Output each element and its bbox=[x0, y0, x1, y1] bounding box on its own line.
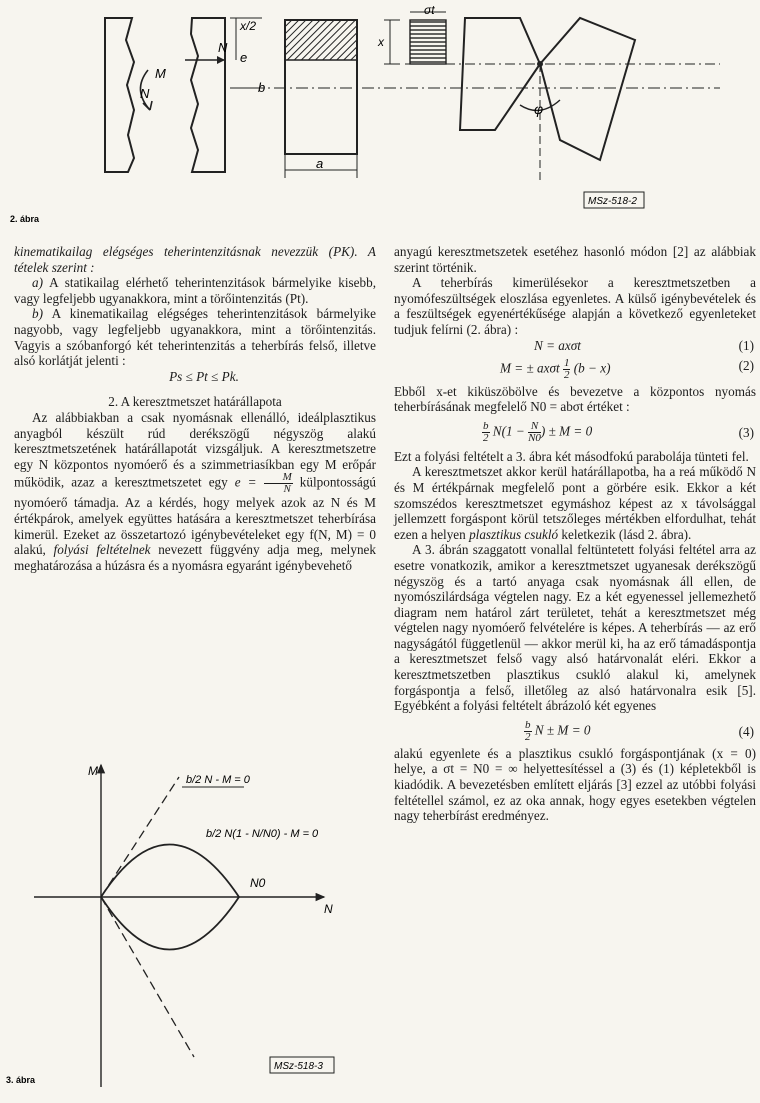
fig3-label-N: N bbox=[324, 902, 333, 916]
figure-2-drawing bbox=[0, 0, 760, 240]
fig2-label-M: M bbox=[155, 66, 166, 81]
figure-3 bbox=[6, 757, 376, 1097]
fig2-label-a: a bbox=[316, 156, 324, 171]
fig3-line-label: b/2 N - M = 0 bbox=[186, 774, 250, 786]
equation-2: M = ± axσt $\frac{1}{2}$ (b − x) (2) bbox=[500, 356, 754, 381]
equation-1: N = axσt (1) bbox=[534, 337, 754, 353]
fig2-caption: 2. ábra bbox=[10, 214, 40, 224]
right-p6: A 3. ábrán szaggatott vonallal feltüntetett folyási feltétel arra az esetre vonatkozik, amikor a keresztmetszet ugyanesak derékszögű négyszög és a tartó anyaga csak nyomásnak áll ellen, de nyomószilárdsága végtelen nagy. Ez a két egyenessel jellemezhető diagram nem határol zárt területet, tehát a keresztmetszet még végtelen nagy nyomóerő felvételére is képes. A teherbírás — az erő nagyságától függetlenül — akkor merül ki, ha az erő támadáspontja a keresztmetszet felső vagy alsó határvonalát eléri. Ekkor a keresztmetszetben plasztikus csukló alakul ki, amelynek forgáspontja a felső, illetőleg az alsó határvonalra esik [5]. Egyébként a folyási feltételt ábrázoló két egyenes bbox=[394, 542, 756, 714]
right-p5: A keresztmetszet akkor kerül határállapotba, ha a reá működő N és M értékpárnak megfelelő pont a görbére esik. Ekkor a két szomszédos keresztmetszet egymáshoz képest az x távolsággal jellemzett forgáspont körül tetszőleges mértékben elfordulhat, tehát ezen a helyen plasztikus csukló keletkezik (lásd 2. ábra). bbox=[394, 464, 756, 542]
figure-3-drawing bbox=[6, 757, 376, 1097]
fig2-label-N-arc: N bbox=[140, 86, 150, 101]
left-a: a) A statikailag elérhető teherintenzitások bármelyike kisebb, vagy legfeljebb ugyanakkora, mint a törőintenzitás (Pt). bbox=[14, 275, 376, 306]
fig2-label-e: e bbox=[240, 50, 248, 65]
right-column bbox=[394, 244, 756, 824]
fig3-label-M: M bbox=[88, 764, 98, 778]
right-p4: Ezt a folyási feltételt a 3. ábra két másodfokú parabolája tünteti fel. bbox=[394, 448, 749, 464]
left-p1: kinematikailag elégséges teherintenzitásnak nevezzük (PK). A tételek szerint : bbox=[14, 244, 376, 275]
equation-4: $\frac{b}{2}$ N ± M = 0 (4) bbox=[525, 718, 754, 743]
equation-3: $\frac{b}{2}$ N(1 − $\frac{N}{N0}$ ) ± M = 0 (3) bbox=[483, 419, 754, 444]
left-inequality: Ps ≤ Pt ≤ Pk. bbox=[169, 368, 239, 384]
fig3-caption: 3. ábra bbox=[6, 1075, 36, 1085]
figure-2 bbox=[0, 0, 760, 240]
fig2-label-phi: φ bbox=[534, 101, 544, 117]
right-p7: alakú egyenlete és a plasztikus csukló forgáspontjának (x = 0) helye, a σt = N0 = ∞ helyettesítéssel a (3) és (1) képletekből is kiadódik. A bevezetésben említett eljárás [3] ezzel az utóbbi folyási feltétellel számol, ez az oka annak, hogy egyes esetekben végtelen nagy teherbírást eredményez. bbox=[394, 745, 756, 824]
section-title: 2. A keresztmetszet határállapota bbox=[108, 394, 282, 410]
left-b: b) A kinematikailag elégséges teherintenzitások bármelyike nagyobb, vagy legfeljebb ugyanakkora, mint a törőintenzitás. Vagyis a szóbanforgó két teherintenzitás a teherbírás felső, illetve alsó korlátját jelenti : bbox=[14, 306, 376, 369]
right-p2: A teherbírás kimerülésekor a keresztmetszetben a nyomófeszültségek eloszlása egyenletes. A külső igénybevételek és a feszültségek egyenértékűsége alapján a következő egyenleteket tudjuk felírni (2. ábra) : bbox=[394, 275, 756, 337]
left-p2: Az alábbiakban a csak nyomásnak ellenálló, ideálplasztikus anyagból készült rúd derékszögű négyszög alakú keresztmetszetének határállapotát vizsgáljuk. A keresztmetszetre egy N központos nyomóerő és a szimmetriasíkban egy M erőpár működik, azaz a keresztmetszetet egy e = $\frac{M}{N}$ külpontosságú nyomóerő támadja. Az a kérdés, hogy melyek azok az N és M értékpárok, amelyek együttes hatására a keresztmetszet teherbírása kimerül. Ezeket az összetartozó igénybevételeket egy f(N, M) = 0 alakú, folyási feltételnek nevezett függvény adja meg, melynek meghatározása a húzásra és a nyomásra egyaránt igénybevehető bbox=[14, 409, 376, 573]
fig2-tag: MSz-518-2 bbox=[588, 196, 637, 207]
left-column bbox=[14, 244, 376, 573]
right-p3: Ebből x-et kiküszöbölve és bevezetve a központos nyomás teherbírásának megfelelő N0 = abσt értéket : bbox=[394, 383, 756, 415]
fig2-label-N: N bbox=[218, 40, 228, 55]
fig2-label-x: x bbox=[378, 35, 384, 49]
fig2-label-b: b bbox=[258, 80, 266, 95]
right-p1: anyagú keresztmetszetek esetéhez hasonló módon [2] az alábbiak szerint történik. bbox=[394, 244, 756, 275]
fig3-curve-label: b/2 N(1 - N/N0) - M = 0 bbox=[206, 828, 319, 840]
fig3-tag: MSz-518-3 bbox=[274, 1061, 323, 1072]
fig2-label-sigma: σt bbox=[424, 3, 435, 17]
fig2-label-x-half: x/2 bbox=[240, 19, 257, 33]
fig3-label-N0: N0 bbox=[250, 876, 266, 890]
